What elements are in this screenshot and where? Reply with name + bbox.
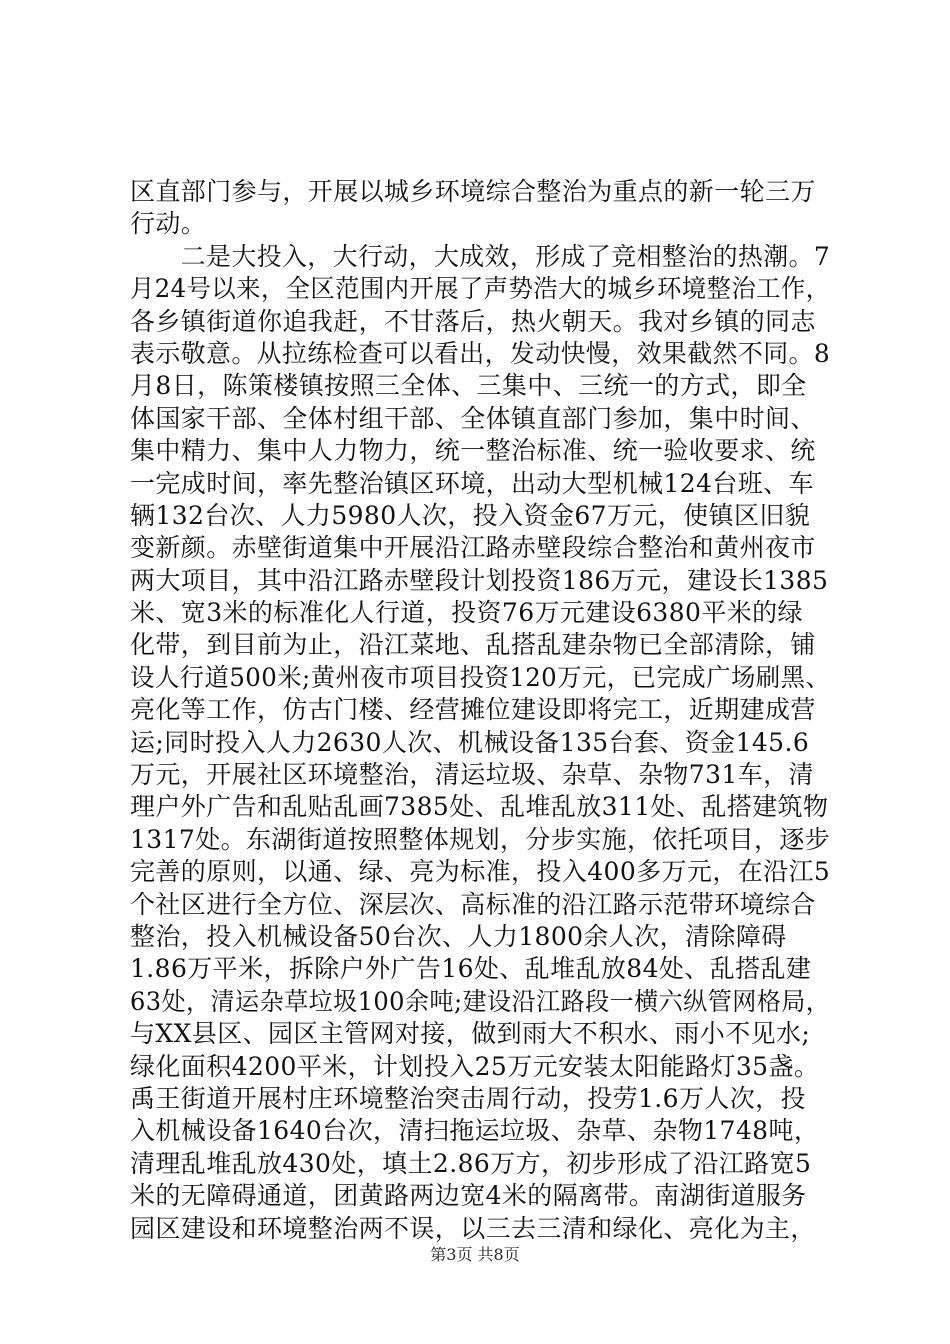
text-line: 禹王街道开展村庄环境整治突击周行动，投劳1.6万人次，投	[130, 1083, 806, 1113]
text-line: 万元，开展社区环境整治，清运垃圾、杂草、杂物731车，清	[130, 760, 814, 790]
text-line: 绿化面积4200平米，计划投入25万元安装太阳能路灯35盏。	[130, 1051, 820, 1081]
page-number-footer: 第3页 共8页	[430, 1245, 520, 1264]
text-line: 一完成时间，率先整治镇区环境，出动大型机械124台班、车	[130, 468, 814, 498]
text-line: 区直部门参与，开展以城乡环境综合整治为重点的新一轮三万	[130, 177, 816, 206]
text-line: 完善的原则，以通、绿、亮为标准，投入400多万元，在沿江5	[130, 857, 831, 887]
text-line: 表示敬意。从拉练检查可以看出，发动快慢，效果截然不同。8	[130, 338, 831, 368]
text-line: 月24号以来，全区范围内开展了声势浩大的城乡环境整治工作，	[130, 274, 831, 304]
text-line: 二是大投入，大行动，大成效，形成了竞相整治的热潮。7	[130, 241, 831, 271]
text-line: 变新颜。赤壁街道集中开展沿江路赤壁段综合整治和黄州夜市	[130, 533, 816, 563]
text-line: 入机械设备1640台次，清扫拖运垃圾、杂草、杂物1748吨，	[130, 1116, 820, 1146]
text-line: 化带，到目前为止，沿江菜地、乱搭乱建杂物已全部清除，铺	[130, 630, 816, 660]
text-line: 个社区进行全方位、深层次、高标准的沿江路示范带环境综合	[130, 889, 816, 919]
text-line: 1317处。东湖街道按照整体规划，分步实施，依托项目，逐步	[130, 824, 831, 854]
text-line: 体国家干部、全体村组干部、全体镇直部门参加，集中时间、	[130, 403, 816, 433]
document-body	[130, 176, 830, 1245]
text-line: 米、宽3米的标准化人行道，投资76万元建设6380平米的绿	[130, 598, 803, 628]
text-line: 运;同时投入人力2630人次、机械设备135台套、资金145.6	[130, 727, 810, 757]
text-line: 整治，投入机械设备50台次、人力1800余人次，清除障碍	[130, 921, 787, 951]
text-line: 清理乱堆乱放430处，填土2.86万方，初步形成了沿江路宽5	[130, 1148, 812, 1178]
text-line: 集中精力、集中人力物力，统一整治标准、统一验收要求、统	[130, 436, 816, 466]
text-line: 行动。	[130, 209, 207, 239]
text-line: 辆132台次、人力5980人次，投入资金67万元，使镇区旧貌	[130, 500, 811, 530]
text-line: 理户外广告和乱贴乱画7385处、乱堆乱放311处、乱搭建筑物	[130, 792, 829, 822]
text-line: 亮化等工作，仿古门楼、经营摊位建设即将完工，近期建成营	[130, 695, 816, 725]
text-line: 两大项目，其中沿江路赤壁段计划投资186万元，建设长1385	[130, 565, 829, 595]
text-line: 米的无障碍通道，团黄路两边宽4米的隔离带。南湖街道服务	[130, 1181, 807, 1211]
text-line: 园区建设和环境整治两不误，以三去三清和绿化、亮化为主，	[130, 1213, 816, 1243]
text-line: 63处，清运杂草垃圾100余吨;建设沿江路段一横六纵管网格局，	[130, 986, 831, 1016]
text-line: 与XX县区、园区主管网对接，做到雨大不积水、雨小不见水;	[130, 1019, 811, 1049]
text-line: 设人行道500米;黄州夜市项目投资120万元，已完成广场刷黑、	[130, 662, 831, 692]
text-line: 各乡镇街道你追我赶，不甘落后，热火朝天。我对乡镇的同志	[130, 306, 816, 336]
text-line: 1.86万平米，拆除户外广告16处、乱堆乱放84处、乱搭乱建	[130, 954, 812, 984]
text-line: 月8日，陈策楼镇按照三全体、三集中、三统一的方式，即全	[130, 371, 807, 401]
